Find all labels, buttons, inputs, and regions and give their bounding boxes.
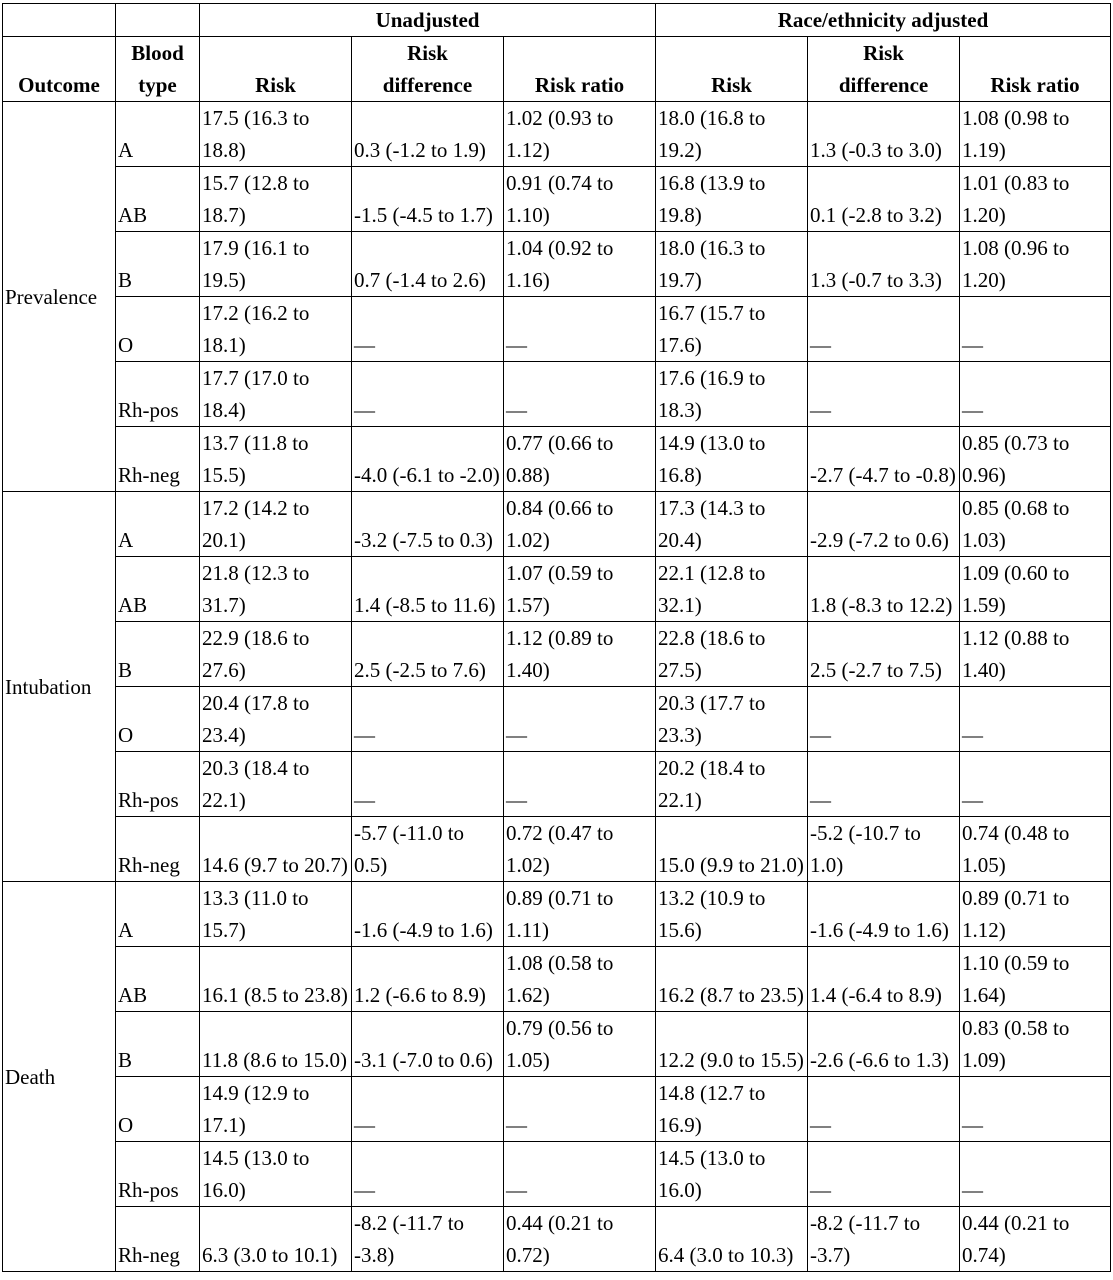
unadjusted-risk-ratio-cell: —: [504, 752, 656, 817]
table-row: [3, 557, 1111, 622]
adjusted-risk-cell: 20.3 (17.7 to 23.3): [656, 687, 808, 752]
adjusted-risk-cell: 14.8 (12.7 to 16.9): [656, 1077, 808, 1142]
unadjusted-risk-cell: 14.9 (12.9 to 17.1): [200, 1077, 352, 1142]
blood-type-cell: B: [116, 232, 200, 297]
blood-type-cell: Rh-neg: [116, 427, 200, 492]
adjusted-risk-cell: 22.8 (18.6 to 27.5): [656, 622, 808, 687]
unadjusted-risk-ratio-cell: 1.12 (0.89 to 1.40): [504, 622, 656, 687]
adjusted-risk-cell: 12.2 (9.0 to 15.5): [656, 1012, 808, 1077]
column-header-risk-ratio: Risk ratio: [504, 37, 656, 102]
unadjusted-risk-cell: 13.3 (11.0 to 15.7): [200, 882, 352, 947]
unadjusted-risk-difference-cell: 1.4 (-8.5 to 11.6): [352, 557, 504, 622]
adjusted-risk-difference-cell: 1.4 (-6.4 to 8.9): [808, 947, 960, 1012]
unadjusted-risk-ratio-cell: 0.91 (0.74 to 1.10): [504, 167, 656, 232]
adjusted-risk-difference-cell: —: [808, 752, 960, 817]
column-header-risk: Risk: [200, 37, 352, 102]
unadjusted-risk-ratio-cell: 0.77 (0.66 to 0.88): [504, 427, 656, 492]
adjusted-risk-ratio-cell: —: [960, 362, 1111, 427]
results-table: [2, 3, 1111, 1272]
adjusted-risk-difference-cell: -2.6 (-6.6 to 1.3): [808, 1012, 960, 1077]
unadjusted-risk-cell: 6.3 (3.0 to 10.1): [200, 1207, 352, 1272]
column-header-outcome: Outcome: [3, 37, 116, 102]
table-row: [3, 1012, 1111, 1077]
table-row: [3, 427, 1111, 492]
unadjusted-risk-cell: 20.4 (17.8 to 23.4): [200, 687, 352, 752]
adjusted-risk-cell: 14.5 (13.0 to 16.0): [656, 1142, 808, 1207]
outcome-cell: Death: [3, 882, 116, 1272]
adjusted-risk-difference-cell: -2.7 (-4.7 to -0.8): [808, 427, 960, 492]
risk-difference-line1: Risk: [863, 41, 904, 65]
unadjusted-risk-cell: 17.7 (17.0 to 18.4): [200, 362, 352, 427]
blood-type-cell: Rh-pos: [116, 362, 200, 427]
table-row: [3, 232, 1111, 297]
unadjusted-risk-ratio-cell: —: [504, 362, 656, 427]
adjusted-risk-difference-cell: 1.8 (-8.3 to 12.2): [808, 557, 960, 622]
table-row: [3, 687, 1111, 752]
adjusted-risk-ratio-cell: 1.10 (0.59 to 1.64): [960, 947, 1111, 1012]
risk-difference-line2: difference: [838, 73, 929, 97]
unadjusted-risk-difference-cell: —: [352, 752, 504, 817]
unadjusted-risk-ratio-cell: 1.04 (0.92 to 1.16): [504, 232, 656, 297]
table-row: [3, 817, 1111, 882]
unadjusted-risk-ratio-cell: 1.07 (0.59 to 1.57): [504, 557, 656, 622]
adjusted-risk-ratio-cell: 1.09 (0.60 to 1.59): [960, 557, 1111, 622]
unadjusted-risk-difference-cell: 1.2 (-6.6 to 8.9): [352, 947, 504, 1012]
unadjusted-risk-cell: 17.5 (16.3 to 18.8): [200, 102, 352, 167]
unadjusted-risk-difference-cell: —: [352, 687, 504, 752]
unadjusted-risk-difference-cell: -3.2 (-7.5 to 0.3): [352, 492, 504, 557]
blood-type-cell: B: [116, 1012, 200, 1077]
blood-type-cell: O: [116, 687, 200, 752]
table-row: [3, 102, 1111, 167]
adjusted-risk-ratio-cell: —: [960, 1077, 1111, 1142]
unadjusted-risk-difference-cell: —: [352, 362, 504, 427]
adjusted-risk-cell: 22.1 (12.8 to 32.1): [656, 557, 808, 622]
adjusted-risk-ratio-cell: —: [960, 752, 1111, 817]
adjusted-risk-cell: 16.8 (13.9 to 19.8): [656, 167, 808, 232]
adjusted-risk-cell: 15.0 (9.9 to 21.0): [656, 817, 808, 882]
adjusted-risk-cell: 6.4 (3.0 to 10.3): [656, 1207, 808, 1272]
table-row: [3, 297, 1111, 362]
table-row: [3, 1142, 1111, 1207]
adjusted-risk-ratio-cell: 1.01 (0.83 to 1.20): [960, 167, 1111, 232]
outcome-cell: Intubation: [3, 492, 116, 882]
unadjusted-risk-cell: 22.9 (18.6 to 27.6): [200, 622, 352, 687]
unadjusted-risk-cell: 14.6 (9.7 to 20.7): [200, 817, 352, 882]
blood-type-cell: Rh-pos: [116, 752, 200, 817]
blood-type-cell: AB: [116, 947, 200, 1012]
adjusted-risk-difference-cell: 0.1 (-2.8 to 3.2): [808, 167, 960, 232]
adjusted-risk-ratio-cell: —: [960, 1142, 1111, 1207]
blood-type-cell: AB: [116, 557, 200, 622]
group-header-adjusted: Race/ethnicity adjusted: [656, 4, 1111, 37]
column-header-risk: Risk: [656, 37, 808, 102]
unadjusted-risk-difference-cell: -8.2 (-11.7 to -3.8): [352, 1207, 504, 1272]
table-row: [3, 882, 1111, 947]
adjusted-risk-ratio-cell: —: [960, 297, 1111, 362]
adjusted-risk-cell: 17.6 (16.9 to 18.3): [656, 362, 808, 427]
table-row: [3, 362, 1111, 427]
unadjusted-risk-difference-cell: -4.0 (-6.1 to -2.0): [352, 427, 504, 492]
unadjusted-risk-ratio-cell: —: [504, 687, 656, 752]
table-row: [3, 1077, 1111, 1142]
adjusted-risk-ratio-cell: 1.08 (0.98 to 1.19): [960, 102, 1111, 167]
unadjusted-risk-cell: 13.7 (11.8 to 15.5): [200, 427, 352, 492]
adjusted-risk-cell: 17.3 (14.3 to 20.4): [656, 492, 808, 557]
adjusted-risk-cell: 14.9 (13.0 to 16.8): [656, 427, 808, 492]
adjusted-risk-cell: 13.2 (10.9 to 15.6): [656, 882, 808, 947]
unadjusted-risk-ratio-cell: —: [504, 297, 656, 362]
unadjusted-risk-difference-cell: -3.1 (-7.0 to 0.6): [352, 1012, 504, 1077]
blood-type-cell: A: [116, 882, 200, 947]
unadjusted-risk-difference-cell: -1.5 (-4.5 to 1.7): [352, 167, 504, 232]
adjusted-risk-difference-cell: -1.6 (-4.9 to 1.6): [808, 882, 960, 947]
unadjusted-risk-cell: 21.8 (12.3 to 31.7): [200, 557, 352, 622]
unadjusted-risk-ratio-cell: 1.08 (0.58 to 1.62): [504, 947, 656, 1012]
column-header-blood-type: [116, 37, 200, 102]
unadjusted-risk-difference-cell: 2.5 (-2.5 to 7.6): [352, 622, 504, 687]
adjusted-risk-difference-cell: 1.3 (-0.7 to 3.3): [808, 232, 960, 297]
adjusted-risk-ratio-cell: 0.89 (0.71 to 1.12): [960, 882, 1111, 947]
unadjusted-risk-difference-cell: —: [352, 1077, 504, 1142]
adjusted-risk-cell: 18.0 (16.3 to 19.7): [656, 232, 808, 297]
table-row: [3, 752, 1111, 817]
adjusted-risk-difference-cell: —: [808, 362, 960, 427]
adjusted-risk-cell: 18.0 (16.8 to 19.2): [656, 102, 808, 167]
unadjusted-risk-difference-cell: 0.3 (-1.2 to 1.9): [352, 102, 504, 167]
unadjusted-risk-cell: 17.9 (16.1 to 19.5): [200, 232, 352, 297]
adjusted-risk-ratio-cell: 1.08 (0.96 to 1.20): [960, 232, 1111, 297]
adjusted-risk-difference-cell: —: [808, 1077, 960, 1142]
blood-type-line1: Blood: [131, 41, 184, 65]
unadjusted-risk-cell: 11.8 (8.6 to 15.0): [200, 1012, 352, 1077]
risk-difference-line1: Risk: [407, 41, 448, 65]
unadjusted-risk-ratio-cell: —: [504, 1077, 656, 1142]
adjusted-risk-ratio-cell: 0.85 (0.73 to 0.96): [960, 427, 1111, 492]
unadjusted-risk-difference-cell: —: [352, 1142, 504, 1207]
blood-type-cell: Rh-neg: [116, 817, 200, 882]
adjusted-risk-difference-cell: -2.9 (-7.2 to 0.6): [808, 492, 960, 557]
unadjusted-risk-difference-cell: —: [352, 297, 504, 362]
blood-type-cell: B: [116, 622, 200, 687]
adjusted-risk-difference-cell: -5.2 (-10.7 to 1.0): [808, 817, 960, 882]
unadjusted-risk-ratio-cell: —: [504, 1142, 656, 1207]
adjusted-risk-ratio-cell: 0.85 (0.68 to 1.03): [960, 492, 1111, 557]
blood-type-cell: A: [116, 102, 200, 167]
column-header-risk-difference: [352, 37, 504, 102]
unadjusted-risk-ratio-cell: 0.84 (0.66 to 1.02): [504, 492, 656, 557]
table-row: [3, 492, 1111, 557]
blood-type-cell: Rh-pos: [116, 1142, 200, 1207]
empty-header-cell: [3, 4, 116, 37]
unadjusted-risk-cell: 16.1 (8.5 to 23.8): [200, 947, 352, 1012]
unadjusted-risk-ratio-cell: 1.02 (0.93 to 1.12): [504, 102, 656, 167]
group-header-unadjusted: Unadjusted: [200, 4, 656, 37]
outcome-cell: Prevalence: [3, 102, 116, 492]
unadjusted-risk-cell: 17.2 (16.2 to 18.1): [200, 297, 352, 362]
blood-type-cell: O: [116, 297, 200, 362]
table-row: [3, 167, 1111, 232]
adjusted-risk-difference-cell: -8.2 (-11.7 to -3.7): [808, 1207, 960, 1272]
unadjusted-risk-cell: 15.7 (12.8 to 18.7): [200, 167, 352, 232]
table-row: [3, 622, 1111, 687]
adjusted-risk-ratio-cell: 0.74 (0.48 to 1.05): [960, 817, 1111, 882]
adjusted-risk-difference-cell: 2.5 (-2.7 to 7.5): [808, 622, 960, 687]
adjusted-risk-difference-cell: 1.3 (-0.3 to 3.0): [808, 102, 960, 167]
adjusted-risk-difference-cell: —: [808, 1142, 960, 1207]
column-header-risk-ratio: Risk ratio: [960, 37, 1111, 102]
blood-type-cell: A: [116, 492, 200, 557]
column-header-risk-difference: [808, 37, 960, 102]
unadjusted-risk-cell: 14.5 (13.0 to 16.0): [200, 1142, 352, 1207]
blood-type-cell: O: [116, 1077, 200, 1142]
blood-type-line2: type: [138, 73, 177, 97]
table-row: [3, 1207, 1111, 1272]
adjusted-risk-difference-cell: —: [808, 687, 960, 752]
unadjusted-risk-difference-cell: -1.6 (-4.9 to 1.6): [352, 882, 504, 947]
unadjusted-risk-ratio-cell: 0.79 (0.56 to 1.05): [504, 1012, 656, 1077]
blood-type-cell: AB: [116, 167, 200, 232]
unadjusted-risk-cell: 17.2 (14.2 to 20.1): [200, 492, 352, 557]
blood-type-cell: Rh-neg: [116, 1207, 200, 1272]
unadjusted-risk-difference-cell: 0.7 (-1.4 to 2.6): [352, 232, 504, 297]
adjusted-risk-cell: 20.2 (18.4 to 22.1): [656, 752, 808, 817]
group-header-row: [3, 4, 1111, 37]
adjusted-risk-ratio-cell: —: [960, 687, 1111, 752]
adjusted-risk-difference-cell: —: [808, 297, 960, 362]
table-row: [3, 947, 1111, 1012]
table-body: [3, 102, 1111, 1272]
unadjusted-risk-ratio-cell: 0.44 (0.21 to 0.72): [504, 1207, 656, 1272]
adjusted-risk-ratio-cell: 0.83 (0.58 to 1.09): [960, 1012, 1111, 1077]
unadjusted-risk-ratio-cell: 0.72 (0.47 to 1.02): [504, 817, 656, 882]
risk-difference-line2: difference: [382, 73, 473, 97]
adjusted-risk-ratio-cell: 1.12 (0.88 to 1.40): [960, 622, 1111, 687]
adjusted-risk-ratio-cell: 0.44 (0.21 to 0.74): [960, 1207, 1111, 1272]
column-header-row: [3, 37, 1111, 102]
unadjusted-risk-cell: 20.3 (18.4 to 22.1): [200, 752, 352, 817]
unadjusted-risk-ratio-cell: 0.89 (0.71 to 1.11): [504, 882, 656, 947]
unadjusted-risk-difference-cell: -5.7 (-11.0 to 0.5): [352, 817, 504, 882]
adjusted-risk-cell: 16.7 (15.7 to 17.6): [656, 297, 808, 362]
empty-header-cell: [116, 4, 200, 37]
adjusted-risk-cell: 16.2 (8.7 to 23.5): [656, 947, 808, 1012]
